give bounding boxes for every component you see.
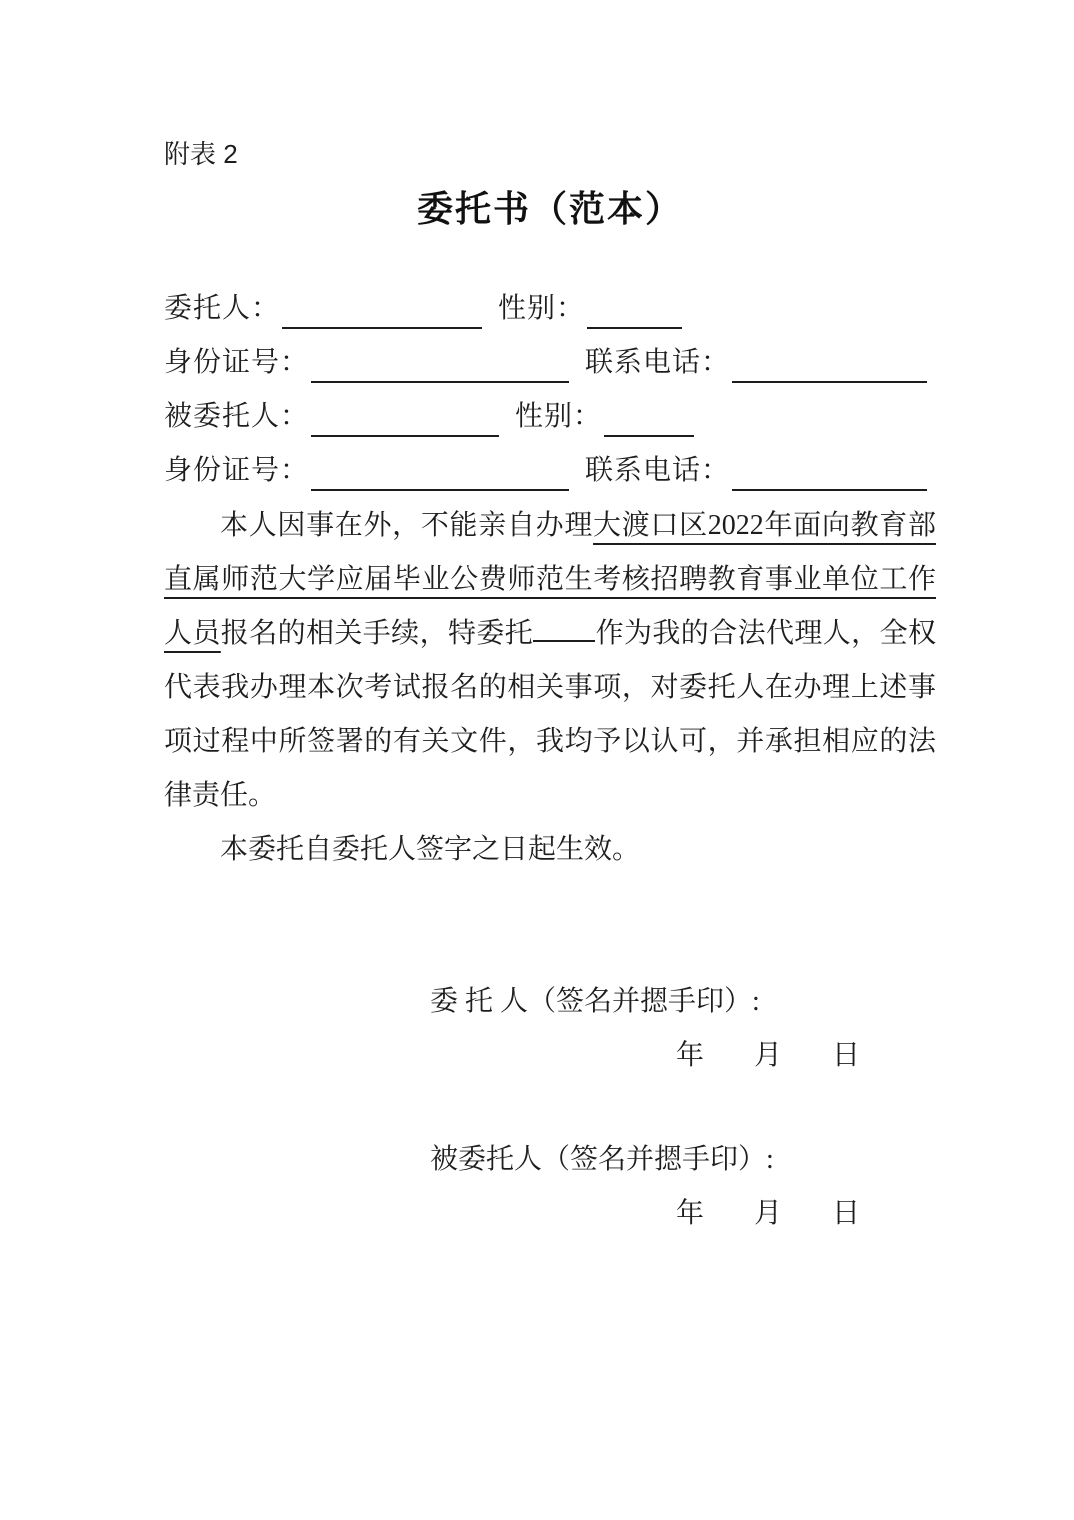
principal-month-label: 月 bbox=[754, 1040, 783, 1071]
principal-name-field[interactable] bbox=[282, 289, 482, 329]
principal-date-line bbox=[164, 1029, 936, 1083]
body-text-area bbox=[164, 499, 936, 877]
agent-month-label: 月 bbox=[754, 1198, 783, 1229]
document-title: 委托书（范本） bbox=[416, 189, 683, 229]
principal-signature-label: 委 托 人（签名并摁手印）: bbox=[430, 986, 760, 1017]
form-area bbox=[164, 275, 936, 491]
principal-gender-label: 性别： bbox=[498, 293, 586, 324]
recruitment-title-underlined: 大渡口区2022年面向教育部直属师范大学应届毕业公费师范生考核招聘教育事业单位工作人员 bbox=[164, 510, 936, 649]
principal-signature-block bbox=[164, 975, 936, 1083]
principal-year-label: 年 bbox=[676, 1040, 705, 1071]
paragraph-lead-text: 本人因事在外，不能亲自办理 bbox=[220, 510, 594, 541]
agent-phone-label: 联系电话： bbox=[585, 455, 731, 486]
agent-signature-block bbox=[164, 1133, 936, 1241]
agent-date-line bbox=[164, 1187, 936, 1241]
form-row-principal-id bbox=[164, 329, 936, 383]
appendix-label: 附表 2 bbox=[164, 139, 238, 169]
form-row-principal bbox=[164, 275, 936, 329]
effective-date-paragraph: 本委托自委托人签字之日起生效。 bbox=[220, 834, 641, 865]
agent-id-label: 身份证号： bbox=[164, 455, 310, 486]
agent-name-field[interactable] bbox=[311, 397, 499, 437]
agent-phone-field[interactable] bbox=[732, 451, 927, 491]
form-row-agent-id bbox=[164, 437, 936, 491]
principal-day-label: 日 bbox=[832, 1040, 861, 1071]
agent-gender-field[interactable] bbox=[604, 397, 694, 437]
paragraph-tail-text: 作为我的合法代理人，全权代表我办理本次考试报名的相关事项，对委托人在办理上述事项过程中所签署的有关文件，我均予以认可，并承担相应的法律责任。 bbox=[164, 618, 936, 811]
agent-name-blank-field[interactable] bbox=[533, 610, 595, 642]
agent-name-label: 被委托人： bbox=[164, 401, 310, 432]
principal-phone-field[interactable] bbox=[732, 343, 927, 383]
agent-year-label: 年 bbox=[676, 1198, 705, 1229]
agent-gender-label: 性别： bbox=[515, 401, 603, 432]
form-row-agent bbox=[164, 383, 936, 437]
agent-signature-label: 被委托人（签名并摁手印）: bbox=[430, 1144, 774, 1175]
paragraph-mid-text: 报名的相关手续，特委托 bbox=[220, 618, 534, 649]
document-content bbox=[164, 137, 936, 1241]
authorization-paragraph bbox=[164, 499, 936, 823]
principal-gender-field[interactable] bbox=[587, 289, 682, 329]
principal-id-field[interactable] bbox=[311, 343, 569, 383]
agent-id-field[interactable] bbox=[311, 451, 569, 491]
principal-id-label: 身份证号： bbox=[164, 347, 310, 378]
principal-phone-label: 联系电话： bbox=[585, 347, 731, 378]
principal-name-label: 委托人： bbox=[164, 293, 281, 324]
agent-day-label: 日 bbox=[832, 1198, 861, 1229]
